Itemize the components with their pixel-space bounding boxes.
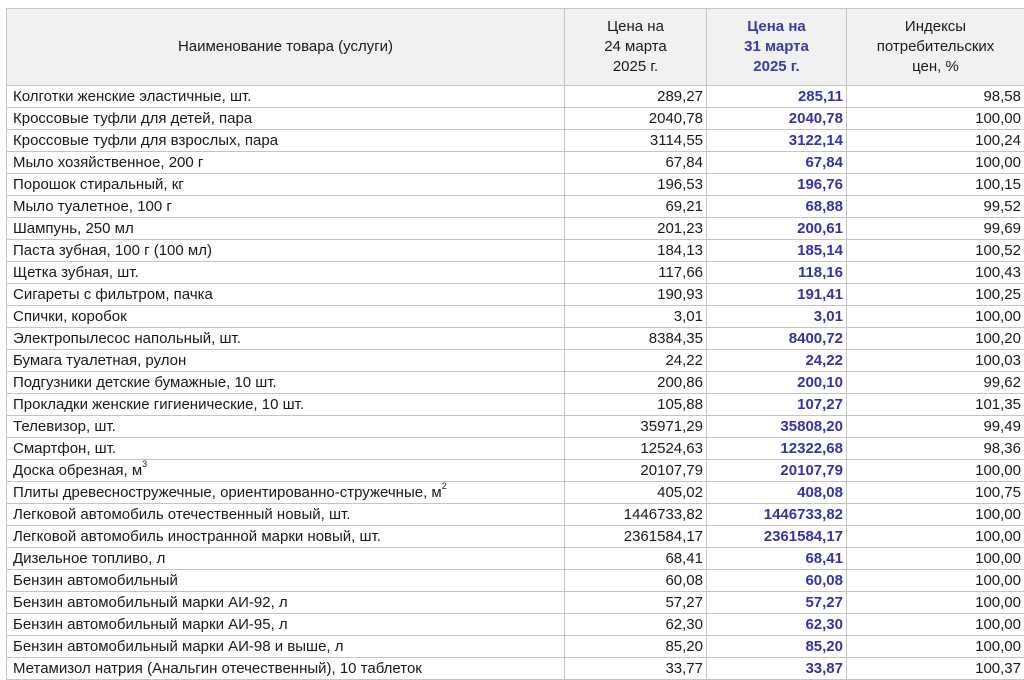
price-march-31-cell: 8400,72	[707, 328, 847, 350]
price-march-24-cell: 3114,55	[565, 130, 707, 152]
product-name: Метамизол натрия (Анальгин отечественный), 10 таблеток	[13, 660, 422, 677]
product-name: Электропылесос напольный, шт.	[13, 330, 241, 347]
cpi-cell: 100,15	[847, 174, 1024, 196]
product-name: Бензин автомобильный марки АИ-92, л	[13, 594, 288, 611]
price-march-24-cell: 184,13	[565, 240, 707, 262]
cpi-cell: 100,00	[847, 592, 1024, 614]
table-row	[7, 262, 1024, 284]
cpi-cell: 101,35	[847, 394, 1024, 416]
product-name: Шампунь, 250 мл	[13, 220, 134, 237]
price-march-24-cell: 289,27	[565, 86, 707, 108]
product-name-cell	[7, 438, 565, 460]
table-row	[7, 438, 1024, 460]
table-row	[7, 548, 1024, 570]
price-march-31-cell: 196,76	[707, 174, 847, 196]
product-name-cell	[7, 658, 565, 680]
product-name: Бензин автомобильный	[13, 572, 178, 589]
cpi-cell: 100,24	[847, 130, 1024, 152]
header-product-name: Наименование товара (услуги)	[7, 9, 565, 86]
product-name: Смартфон, шт.	[13, 440, 116, 457]
table-row	[7, 570, 1024, 592]
table-row	[7, 636, 1024, 658]
price-march-31-cell: 3,01	[707, 306, 847, 328]
product-name-cell	[7, 350, 565, 372]
price-march-31-cell: 107,27	[707, 394, 847, 416]
product-name: Мыло хозяйственное, 200 г	[13, 154, 203, 171]
product-name-cell	[7, 548, 565, 570]
cpi-cell: 100,00	[847, 306, 1024, 328]
cpi-cell: 100,00	[847, 526, 1024, 548]
product-name: Паста зубная, 100 г (100 мл)	[13, 242, 212, 259]
price-march-24-cell: 20107,79	[565, 460, 707, 482]
product-name-cell	[7, 482, 565, 504]
unit-exponent: 3	[142, 460, 147, 470]
price-march-24-cell: 85,20	[565, 636, 707, 658]
price-march-31-cell: 200,61	[707, 218, 847, 240]
product-name: Порошок стиральный, кг	[13, 176, 184, 193]
price-march-24-cell: 2040,78	[565, 108, 707, 130]
product-name-cell	[7, 86, 565, 108]
price-table-container	[6, 8, 1024, 680]
product-name: Легковой автомобиль отечественный новый, шт.	[13, 506, 350, 523]
price-march-31-cell: 60,08	[707, 570, 847, 592]
product-name: Кроссовые туфли для взрослых, пара	[13, 132, 278, 149]
product-name-cell	[7, 130, 565, 152]
price-march-24-cell: 62,30	[565, 614, 707, 636]
price-march-31-cell: 85,20	[707, 636, 847, 658]
product-name-cell	[7, 636, 565, 658]
price-march-24-cell: 201,23	[565, 218, 707, 240]
price-march-31-cell: 118,16	[707, 262, 847, 284]
price-march-24-cell: 12524,63	[565, 438, 707, 460]
header-price-march-24: Цена на 24 марта 2025 г.	[565, 9, 707, 86]
price-march-24-cell: 105,88	[565, 394, 707, 416]
price-march-31-cell: 33,87	[707, 658, 847, 680]
cpi-cell: 99,69	[847, 218, 1024, 240]
price-march-31-cell: 285,11	[707, 86, 847, 108]
table-row	[7, 460, 1024, 482]
price-march-24-cell: 68,41	[565, 548, 707, 570]
product-name-cell	[7, 394, 565, 416]
cpi-cell: 100,25	[847, 284, 1024, 306]
table-header	[7, 9, 1024, 86]
price-march-31-cell: 68,41	[707, 548, 847, 570]
table-row	[7, 372, 1024, 394]
cpi-cell: 98,58	[847, 86, 1024, 108]
cpi-cell: 99,52	[847, 196, 1024, 218]
table-row	[7, 504, 1024, 526]
product-name-cell	[7, 284, 565, 306]
table-row	[7, 482, 1024, 504]
price-march-24-cell: 57,27	[565, 592, 707, 614]
product-name-cell	[7, 372, 565, 394]
cpi-cell: 100,75	[847, 482, 1024, 504]
table-row	[7, 306, 1024, 328]
price-march-31-cell: 68,88	[707, 196, 847, 218]
price-march-24-cell: 2361584,17	[565, 526, 707, 548]
product-name: Спички, коробок	[13, 308, 127, 325]
price-march-24-cell: 33,77	[565, 658, 707, 680]
product-name-cell	[7, 328, 565, 350]
cpi-cell: 100,00	[847, 614, 1024, 636]
product-name-cell	[7, 306, 565, 328]
header-cpi: Индексы потребительских цен, %	[847, 9, 1024, 86]
cpi-cell: 100,00	[847, 108, 1024, 130]
product-name: Бензин автомобильный марки АИ-98 и выше, л	[13, 638, 344, 655]
cpi-cell: 100,00	[847, 504, 1024, 526]
cpi-cell: 100,00	[847, 636, 1024, 658]
price-march-24-cell: 3,01	[565, 306, 707, 328]
cpi-cell: 100,00	[847, 548, 1024, 570]
cpi-cell: 100,52	[847, 240, 1024, 262]
price-march-24-cell: 405,02	[565, 482, 707, 504]
product-name-cell	[7, 570, 565, 592]
product-name: Прокладки женские гигиенические, 10 шт.	[13, 396, 304, 413]
cpi-cell: 100,03	[847, 350, 1024, 372]
product-name: Щетка зубная, шт.	[13, 264, 139, 281]
table-row	[7, 328, 1024, 350]
product-name: Сигареты с фильтром, пачка	[13, 286, 213, 303]
product-name-cell	[7, 460, 565, 482]
table-body	[7, 86, 1024, 680]
price-march-31-cell: 2040,78	[707, 108, 847, 130]
cpi-cell: 100,00	[847, 152, 1024, 174]
product-name-cell	[7, 108, 565, 130]
cpi-cell: 100,00	[847, 460, 1024, 482]
price-march-24-cell: 1446733,82	[565, 504, 707, 526]
table-row	[7, 394, 1024, 416]
price-march-31-cell: 24,22	[707, 350, 847, 372]
header-row	[7, 9, 1024, 86]
product-name: Подгузники детские бумажные, 10 шт.	[13, 374, 277, 391]
price-march-31-cell: 12322,68	[707, 438, 847, 460]
price-march-31-cell: 3122,14	[707, 130, 847, 152]
product-name-cell	[7, 196, 565, 218]
table-row	[7, 218, 1024, 240]
price-march-31-cell: 191,41	[707, 284, 847, 306]
price-march-31-cell: 62,30	[707, 614, 847, 636]
price-march-31-cell: 200,10	[707, 372, 847, 394]
cpi-cell: 100,43	[847, 262, 1024, 284]
price-march-31-cell: 1446733,82	[707, 504, 847, 526]
price-march-24-cell: 24,22	[565, 350, 707, 372]
table-row	[7, 108, 1024, 130]
product-name-cell	[7, 218, 565, 240]
price-march-24-cell: 67,84	[565, 152, 707, 174]
price-march-31-cell: 20107,79	[707, 460, 847, 482]
table-row	[7, 174, 1024, 196]
product-name: Плиты древесностружечные, ориентированно-стружечные, м	[13, 484, 442, 501]
product-name: Дизельное топливо, л	[13, 550, 165, 567]
price-march-31-cell: 408,08	[707, 482, 847, 504]
product-name: Телевизор, шт.	[13, 418, 116, 435]
price-table	[6, 8, 1024, 680]
price-march-31-cell: 67,84	[707, 152, 847, 174]
cpi-cell: 100,00	[847, 570, 1024, 592]
product-name-cell	[7, 592, 565, 614]
cpi-cell: 99,62	[847, 372, 1024, 394]
product-name-cell	[7, 262, 565, 284]
table-row	[7, 350, 1024, 372]
table-row	[7, 592, 1024, 614]
product-name: Легковой автомобиль иностранной марки новый, шт.	[13, 528, 381, 545]
price-march-24-cell: 117,66	[565, 262, 707, 284]
header-price-march-31: Цена на 31 марта 2025 г.	[707, 9, 847, 86]
price-march-31-cell: 2361584,17	[707, 526, 847, 548]
cpi-cell: 98,36	[847, 438, 1024, 460]
product-name-cell	[7, 174, 565, 196]
price-march-24-cell: 200,86	[565, 372, 707, 394]
price-march-24-cell: 69,21	[565, 196, 707, 218]
product-name-cell	[7, 240, 565, 262]
table-row	[7, 86, 1024, 108]
product-name: Мыло туалетное, 100 г	[13, 198, 172, 215]
table-row	[7, 614, 1024, 636]
price-march-31-cell: 35808,20	[707, 416, 847, 438]
price-march-31-cell: 57,27	[707, 592, 847, 614]
price-march-24-cell: 60,08	[565, 570, 707, 592]
product-name-cell	[7, 504, 565, 526]
table-row	[7, 416, 1024, 438]
product-name: Колготки женские эластичные, шт.	[13, 88, 251, 105]
product-name: Бензин автомобильный марки АИ-95, л	[13, 616, 288, 633]
product-name-cell	[7, 614, 565, 636]
table-row	[7, 196, 1024, 218]
cpi-cell: 99,49	[847, 416, 1024, 438]
product-name-cell	[7, 416, 565, 438]
table-row	[7, 526, 1024, 548]
product-name-cell	[7, 152, 565, 174]
product-name: Бумага туалетная, рулон	[13, 352, 186, 369]
table-row	[7, 152, 1024, 174]
unit-exponent: 2	[442, 482, 447, 492]
cpi-cell: 100,37	[847, 658, 1024, 680]
cpi-cell: 100,20	[847, 328, 1024, 350]
price-march-24-cell: 196,53	[565, 174, 707, 196]
table-row	[7, 658, 1024, 680]
price-march-24-cell: 35971,29	[565, 416, 707, 438]
price-march-24-cell: 8384,35	[565, 328, 707, 350]
table-row	[7, 130, 1024, 152]
table-row	[7, 284, 1024, 306]
product-name: Кроссовые туфли для детей, пара	[13, 110, 252, 127]
product-name: Доска обрезная, м	[13, 462, 142, 479]
price-march-24-cell: 190,93	[565, 284, 707, 306]
price-march-31-cell: 185,14	[707, 240, 847, 262]
product-name-cell	[7, 526, 565, 548]
table-row	[7, 240, 1024, 262]
